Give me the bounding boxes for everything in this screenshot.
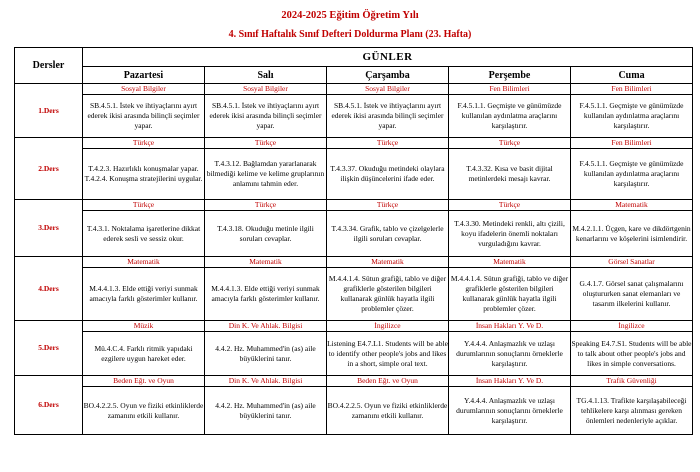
lesson-label: 1.Ders xyxy=(15,84,83,138)
lesson-label: 5.Ders xyxy=(15,321,83,376)
objective-cell: Speaking E4.7.S1. Students will be able to talk about other people's jobs and likes in simple conversations. xyxy=(571,332,693,376)
lesson-label: 6.Ders xyxy=(15,376,83,435)
subject-cell: Beden Eğt. ve Oyun xyxy=(327,376,449,387)
objective-cell: T.4.3.1. Noktalama işaretlerine dikkat ederek sesli ve sessiz okur. xyxy=(83,211,205,257)
subject-cell: Matematik xyxy=(205,257,327,268)
subject-cell: Fen Bilimleri xyxy=(571,138,693,149)
objective-cell: 4.4.2. Hz. Muhammed'in (as) aile büyüklerini tanır. xyxy=(205,387,327,435)
subject-cell: Sosyal Bilgiler xyxy=(205,84,327,95)
lesson-label: 2.Ders xyxy=(15,138,83,200)
subject-row xyxy=(15,321,693,332)
objective-cell: T.4.3.32. Kısa ve basit dijital metinlerdeki mesajı kavrar. xyxy=(449,149,571,200)
days-header: GÜNLER xyxy=(83,48,693,67)
subject-cell: Türkçe xyxy=(83,200,205,211)
subject-cell: Matematik xyxy=(83,257,205,268)
subject-row xyxy=(15,200,693,211)
subject-cell: Fen Bilimleri xyxy=(571,84,693,95)
objective-cell: M.4.2.1.1. Üçgen, kare ve dikdörtgenin kenarlarını ve köşelerini isimlendirir. xyxy=(571,211,693,257)
subject-cell: Türkçe xyxy=(449,200,571,211)
subject-cell: Matematik xyxy=(571,200,693,211)
subject-cell: İnsan Hakları Y. Ve D. xyxy=(449,376,571,387)
objective-cell: Mü.4.C.4. Farklı ritmik yapıdaki ezgilere uygun hareket eder. xyxy=(83,332,205,376)
subject-cell: Matematik xyxy=(327,257,449,268)
objective-cell: M.4.4.1.3. Elde ettiği veriyi sunmak amacıyla farklı gösterimler kullanır. xyxy=(83,268,205,321)
subject-row xyxy=(15,376,693,387)
subject-cell: Türkçe xyxy=(205,138,327,149)
objective-cell: TG.4.1.13. Trafikte karşılaşabileceği tehlikelere karşı alınması gereken önlemleri nedenleriyle açıklar. xyxy=(571,387,693,435)
description-row xyxy=(15,387,693,435)
description-row xyxy=(15,211,693,257)
objective-cell: SB.4.5.1. İstek ve ihtiyaçlarını ayırt ederek ikisi arasında bilinçli seçimler yapar. xyxy=(83,95,205,138)
day-header: Çarşamba xyxy=(327,67,449,84)
subject-cell: Türkçe xyxy=(327,200,449,211)
subject-cell: Din K. Ve Ahlak. Bilgisi xyxy=(205,376,327,387)
objective-cell: T.4.3.18. Okuduğu metinle ilgili soruları cevaplar. xyxy=(205,211,327,257)
subject-cell: Türkçe xyxy=(449,138,571,149)
year-title: 2024-2025 Eğitim Öğretim Yılı xyxy=(281,10,419,21)
objective-cell: T.4.3.34. Grafik, tablo ve çizelgelerle ilgili soruları cevaplar. xyxy=(327,211,449,257)
subject-cell: Din K. Ve Ahlak. Bilgisi xyxy=(205,321,327,332)
objective-cell: F.4.5.1.1. Geçmişte ve günümüzde kullanılan aydınlatma araçlarını karşılaştırır. xyxy=(449,95,571,138)
objective-cell: M.4.4.1.4. Sütun grafiği, tablo ve diğer grafiklerle gösterilen bilgileri kullanarak günlük hayatla ilgili problemler çözer. xyxy=(327,268,449,321)
day-header: Pazartesi xyxy=(83,67,205,84)
subject-cell: İngilizce xyxy=(327,321,449,332)
subject-row xyxy=(15,138,693,149)
subject-cell: Görsel Sanatlar xyxy=(571,257,693,268)
objective-cell: Y.4.4.4. Anlaşmazlık ve uzlaşı durumlarının sonuçlarını örneklerle karşılaştırır. xyxy=(449,387,571,435)
subject-cell: İnsan Hakları Y. Ve D. xyxy=(449,321,571,332)
subject-cell: Matematik xyxy=(449,257,571,268)
objective-cell: SB.4.5.1. İstek ve ihtiyaçlarını ayırt ederek ikisi arasında bilinçli seçimler yapar. xyxy=(327,95,449,138)
description-row xyxy=(15,332,693,376)
day-header: Salı xyxy=(205,67,327,84)
objective-cell: M.4.4.1.3. Elde ettiği veriyi sunmak amacıyla farklı gösterimler kullanır. xyxy=(205,268,327,321)
objective-cell: Listening E4.7.L1. Students will be able to identify other people's jobs and likes in a short, simple oral text. xyxy=(327,332,449,376)
subject-cell: Trafik Güvenliği xyxy=(571,376,693,387)
description-row xyxy=(15,268,693,321)
objective-cell: T.4.3.12. Bağlamdan yararlanarak bilmediği kelime ve kelime gruplarının anlamını tahmin eder. xyxy=(205,149,327,200)
objective-cell: G.4.1.7. Görsel sanat çalışmalarını oluştururken sanat elemanları ve tasarım ilkelerini kullanır. xyxy=(571,268,693,321)
objective-cell: BO.4.2.2.5. Oyun ve fiziki etkinliklerde zamanını etkili kullanır. xyxy=(327,387,449,435)
subject-cell: Türkçe xyxy=(83,138,205,149)
day-header: Cuma xyxy=(571,67,693,84)
subject-cell: Türkçe xyxy=(205,200,327,211)
objective-cell: T.4.2.3. Hazırlıklı konuşmalar yapar. T.4.2.4. Konuşma stratejilerini uygular. xyxy=(83,149,205,200)
objective-cell: F.4.5.1.1. Geçmişte ve günümüzde kullanılan aydınlatma araçlarını karşılaştırır. xyxy=(571,95,693,138)
objective-cell: T.4.3.37. Okuduğu metindeki olaylara ilişkin düşüncelerini ifade eder. xyxy=(327,149,449,200)
subject-row xyxy=(15,84,693,95)
subject-cell: Sosyal Bilgiler xyxy=(327,84,449,95)
objective-cell: F.4.5.1.1. Geçmişte ve günümüzde kullanılan aydınlatma araçlarını karşılaştırır. xyxy=(571,149,693,200)
objective-cell: M.4.4.1.4. Sütun grafiği, tablo ve diğer grafiklerle gösterilen bilgileri kullanarak günlük hayatla ilgili problemler çözer. xyxy=(449,268,571,321)
description-row xyxy=(15,149,693,200)
subject-cell: Fen Bilimleri xyxy=(449,84,571,95)
plan-title: 4. Sınıf Haftalık Sınıf Defteri Doldurma Planı (23. Hafta) xyxy=(228,29,472,40)
lesson-label: 4.Ders xyxy=(15,257,83,321)
subject-row xyxy=(15,257,693,268)
objective-cell: 4.4.2. Hz. Muhammed'in (as) aile büyüklerini tanır. xyxy=(205,332,327,376)
objective-cell: BO.4.2.2.5. Oyun ve fiziki etkinliklerde zamanını etkili kullanır. xyxy=(83,387,205,435)
subject-cell: Beden Eğt. ve Oyun xyxy=(83,376,205,387)
day-header: Perşembe xyxy=(449,67,571,84)
lessons-header: Dersler xyxy=(15,48,83,84)
subject-cell: Sosyal Bilgiler xyxy=(83,84,205,95)
subject-cell: Müzik xyxy=(83,321,205,332)
lesson-label: 3.Ders xyxy=(15,200,83,257)
subject-cell: İngilizce xyxy=(571,321,693,332)
subject-cell: Türkçe xyxy=(327,138,449,149)
objective-cell: Y.4.4.4. Anlaşmazlık ve uzlaşı durumlarının sonuçlarını örneklerle karşılaştırır. xyxy=(449,332,571,376)
objective-cell: T.4.3.30. Metindeki renkli, altı çizili, koyu ifadelerin önemli noktaları vurguladığını kavrar. xyxy=(449,211,571,257)
description-row xyxy=(15,95,693,138)
weekly-plan-table xyxy=(14,47,693,435)
objective-cell: SB.4.5.1. İstek ve ihtiyaçlarını ayırt ederek ikisi arasında bilinçli seçimler yapar. xyxy=(205,95,327,138)
